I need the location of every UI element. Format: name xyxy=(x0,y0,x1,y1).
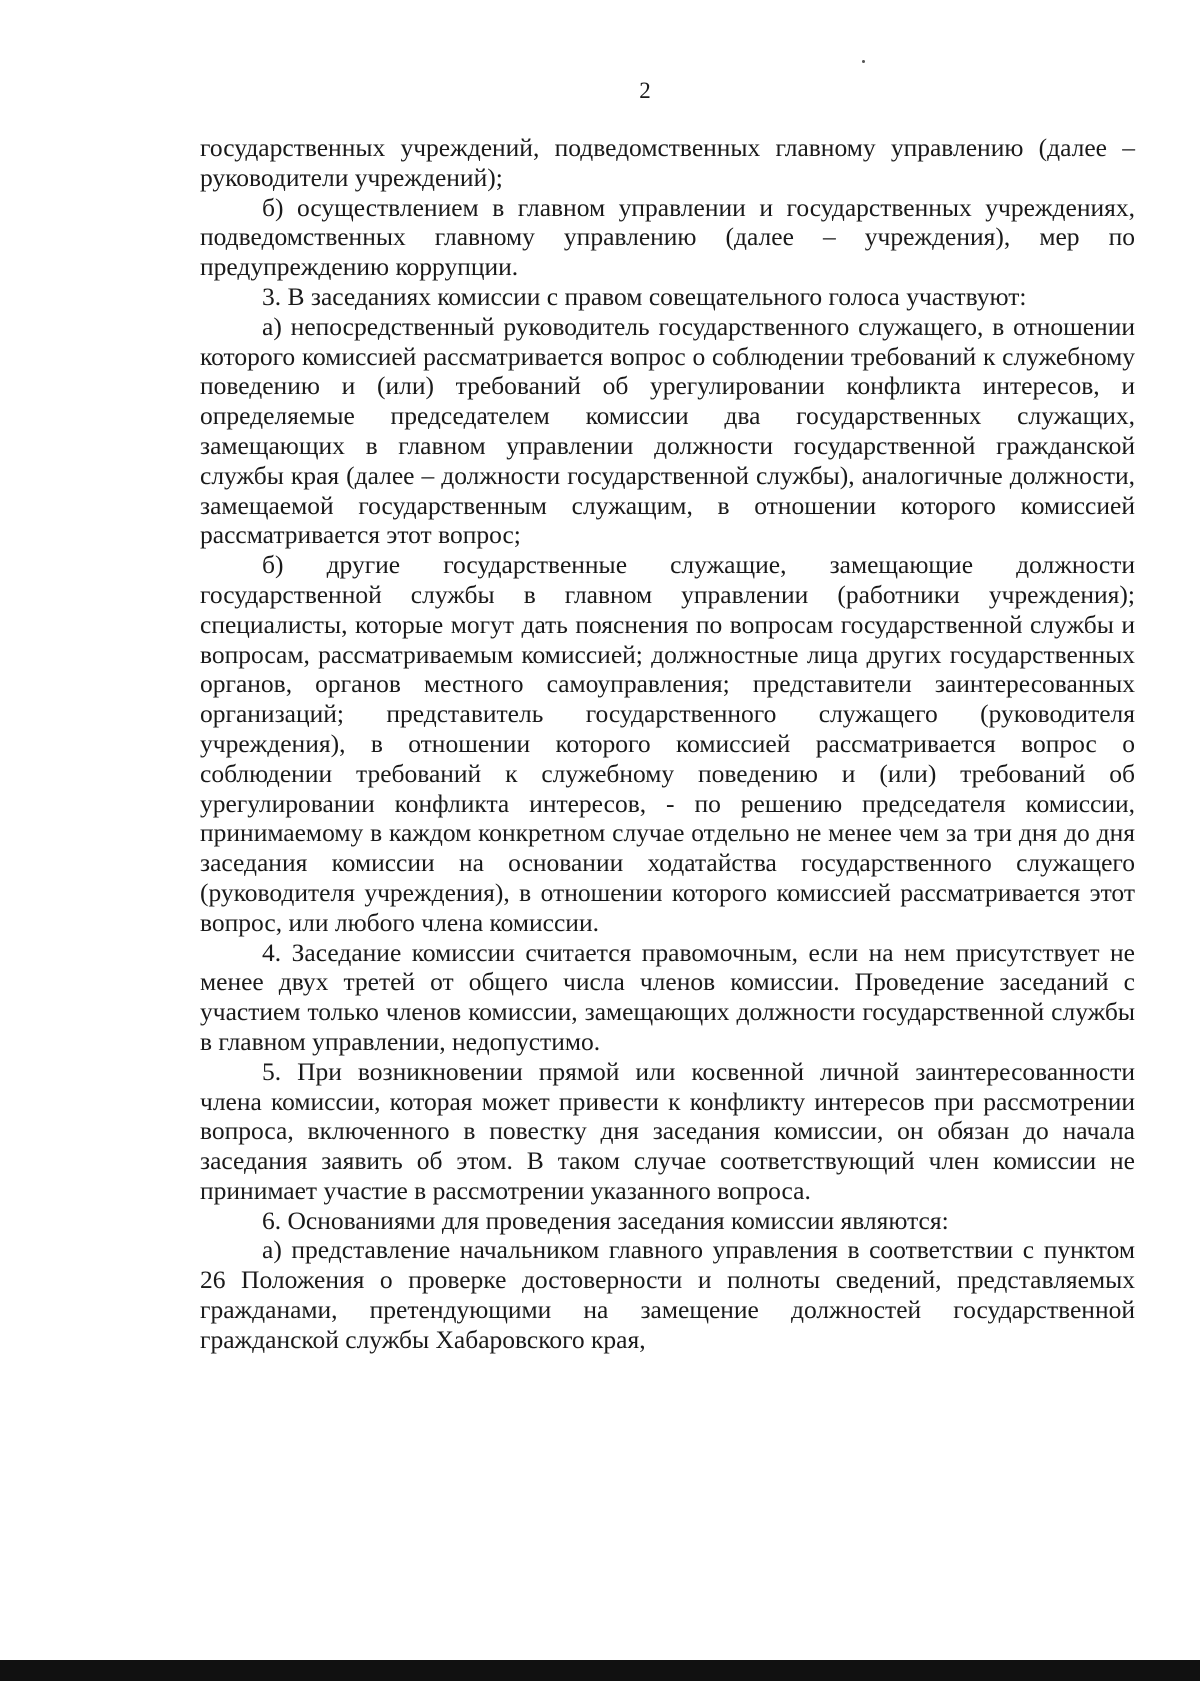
scan-speck xyxy=(862,60,865,63)
paragraph-6a: а) представление начальником главного управления в соответствии с пунктом 26 Положения о проверке достоверности и полноты сведений, представляемых гражданами, претендующими на замещение должностей государственной гражданской службы Хабаровского края, xyxy=(200,1235,1135,1354)
paragraph-6-heading: 6. Основаниями для проведения заседания комиссии являются: xyxy=(262,1205,949,1235)
paragraph-item-b-corruption: б) осуществлением в главном управлении и государственных учреждениях, подведомственных главному управлению (далее – учреждения), мер по предупреждению коррупции. xyxy=(200,192,1135,282)
paragraph-4: 4. Заседание комиссии считается правомочным, если на нем присутствует не менее двух третей от общего числа членов комиссии. Проведение заседаний с участием только членов комиссии, замещающих должности государственной службы в главном управлении, недопустимо. xyxy=(200,937,1135,1056)
paragraph-3b: б) другие государственные служащие, замещающие должности государственной службы в главном управлении (работники учреждения); специалисты, которые могут дать пояснения по вопросам государственной службы и вопросам, рассматриваемым комиссией; должностные лица других государственных органов, органов местного самоуправления; представители заинтересованных организаций; представитель государственного служащего (руководителя учреждения), в отношении которого комиссией рассматривается вопрос о соблюдении требований к служебному поведению и (или) требований об урегулировании конфликта интересов, - по решению председателя комиссии, принимаемому в каждом конкретном случае отдельно не менее чем за три дня до дня заседания комиссии на основании ходатайства государственного служащего (руководителя учреждения), в отношении которого комиссией рассматривается этот вопрос, или любого члена комиссии. xyxy=(200,550,1135,937)
document-body xyxy=(200,133,1135,1355)
paragraph-continuation: государственных учреждений, подведомственных главному управлению (далее – руководители учреждений); xyxy=(200,133,1135,192)
page-number: 2 xyxy=(639,78,651,103)
paragraph-3a: а) непосредственный руководитель государственного служащего, в отношении которого комиссией рассматривается вопрос о соблюдении требований к служебному поведению и (или) требований об урегулировании конфликта интересов, и определяемые председателем комиссии два государственных служащих, замещающих в главном управлении должности государственной гражданской службы края (далее – должности государственной службы), аналогичные должности, замещаемой государственным служащим, в отношении которого комиссией рассматривается этот вопрос; xyxy=(200,311,1135,550)
paragraph-5: 5. При возникновении прямой или косвенной личной заинтересованности члена комиссии, которая может привести к конфликту интересов при рассмотрении вопроса, включенного в повестку дня заседания комиссии, он обязан до начала заседания заявить об этом. В таком случае соответствующий член комиссии не принимает участие в рассмотрении указанного вопроса. xyxy=(200,1056,1135,1205)
paragraph-3-heading: 3. В заседаниях комиссии с правом совещательного голоса участвуют: xyxy=(262,281,1027,311)
scan-bottom-edge xyxy=(0,1660,1200,1681)
